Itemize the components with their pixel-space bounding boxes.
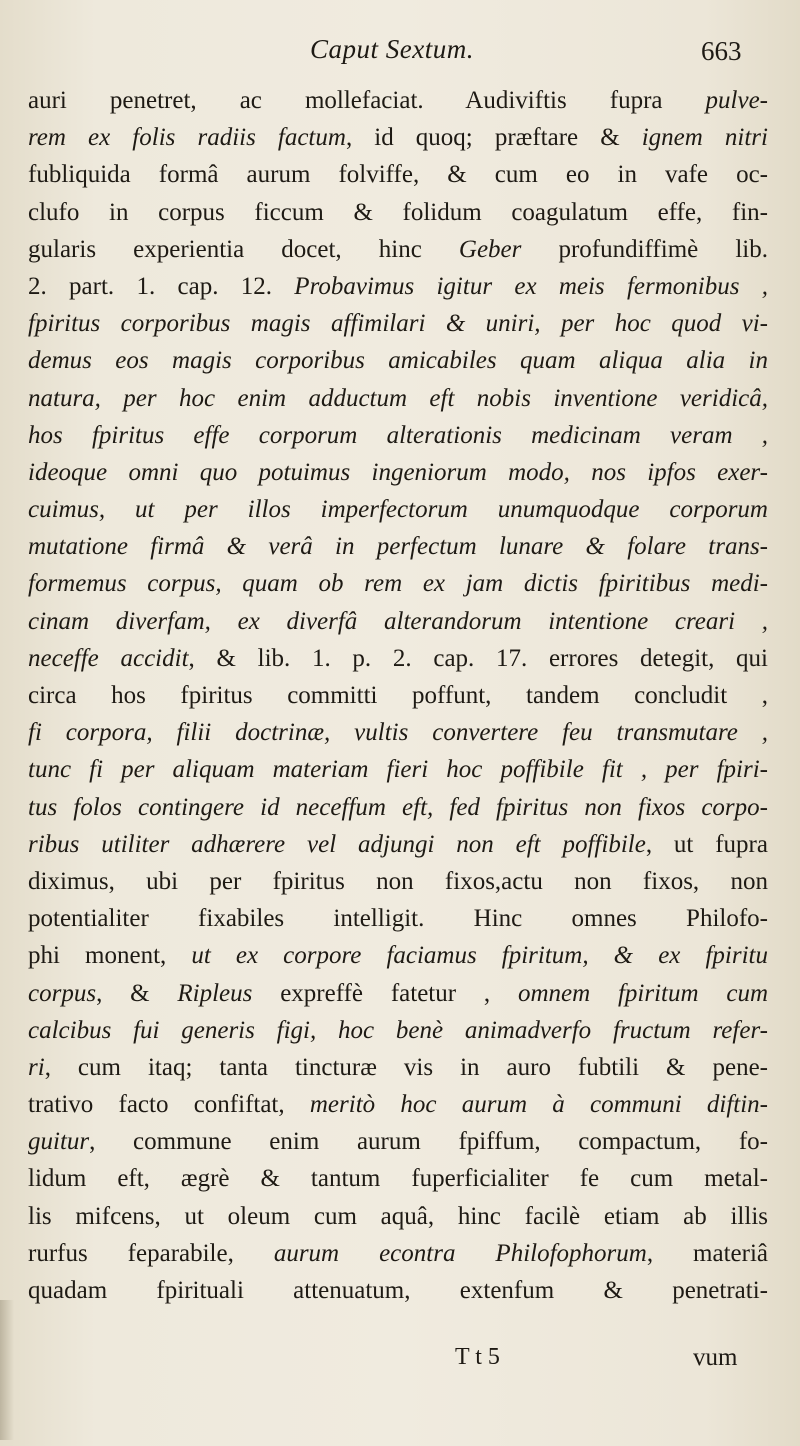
italic-text-segment: corpus — [28, 979, 97, 1007]
roman-text-segment: gularis experientia docet, hinc — [28, 235, 459, 263]
roman-text-segment: rurfus feparabile, — [28, 1239, 274, 1267]
text-line — [28, 826, 768, 863]
text-line — [28, 417, 768, 454]
italic-text-segment: cuimus, ut per illos imperfectorum unumquodque corporum — [28, 496, 768, 524]
roman-text-segment: clufo in corpus ficcum & folidum coagulatum effe, fin- — [28, 198, 768, 226]
text-line — [28, 305, 768, 342]
roman-text-segment: , ut fupra — [645, 830, 768, 858]
text-line — [28, 1160, 768, 1197]
text-line — [28, 268, 768, 305]
text-line — [28, 231, 768, 268]
text-line — [28, 119, 768, 156]
italic-text-segment: ribus utiliter adhærere vel adjungi non eft poffibile — [28, 830, 646, 858]
text-line — [28, 975, 768, 1012]
text-line — [28, 156, 768, 193]
italic-text-segment: demus eos magis corporibus amicabiles quam aliqua alia in — [28, 347, 768, 375]
italic-text-segment: omnem fpiritum cum — [517, 979, 768, 1007]
italic-text-segment: Probavimus igitur ex meis fermonibus , — [294, 272, 768, 300]
text-line — [28, 380, 768, 417]
italic-text-segment: natura, per hoc enim adductum eft nobis inventione veridicâ, — [28, 384, 768, 412]
text-line — [28, 194, 768, 231]
catchword: vum — [693, 1344, 738, 1371]
roman-text-segment: phi monent, — [28, 942, 192, 970]
text-line — [28, 677, 768, 714]
text-line — [28, 528, 768, 565]
text-line — [28, 1012, 768, 1049]
roman-text-segment: lis mifcens, ut oleum cum aquâ, hinc facilè etiam ab illis — [28, 1202, 768, 1230]
text-line — [28, 603, 768, 640]
roman-text-segment: potentialiter fixabiles intelligit. Hinc omnes Philofo- — [28, 905, 768, 933]
text-line — [28, 751, 768, 788]
text-line — [28, 640, 768, 677]
italic-text-segment: ideoque omni quo potuimus ingeniorum modo, nos ipfos exer- — [28, 458, 768, 486]
roman-text-segment: fubliquida formâ aurum folviffe, & cum eo in vafe oc- — [28, 161, 768, 189]
page-header — [0, 34, 800, 74]
italic-text-segment: cinam diverfam, ex diverfâ alterandorum intentione creari , — [28, 607, 768, 635]
roman-text-segment: , & — [96, 979, 178, 1007]
italic-text-segment: formemus corpus, quam ob rem ex jam dictis fpiritibus medi- — [28, 570, 768, 598]
italic-text-segment: aurum econtra Philofophorum — [273, 1239, 647, 1267]
italic-text-segment: mutatione firmâ & verâ in perfectum lunare & folare trans- — [28, 533, 768, 561]
page-edge-shadow — [0, 1300, 14, 1440]
text-line — [28, 714, 768, 751]
italic-text-segment: Geber — [458, 235, 522, 263]
roman-text-segment: trativo facto confiftat, — [28, 1091, 310, 1119]
text-line — [28, 82, 768, 119]
italic-text-segment: rem ex folis radiis factum — [28, 124, 346, 152]
text-line — [28, 1198, 768, 1235]
text-line — [28, 565, 768, 602]
text-line — [28, 342, 768, 379]
italic-text-segment: ut ex corpore faciamus fpiritum, & ex fpiritu — [191, 942, 768, 970]
roman-text-segment: diximus, ubi per fpiritus non fixos,actu non fixos, non — [28, 867, 768, 895]
text-line — [28, 491, 768, 528]
italic-text-segment: guitur — [28, 1128, 90, 1156]
italic-text-segment: fi corpora, filii doctrinæ, vultis convertere feu transmutare , — [28, 719, 768, 747]
roman-text-segment: profundiffimè lib. — [521, 235, 768, 263]
roman-text-segment: quadam fpirituali attenuatum, extenfum & penetrati- — [28, 1277, 768, 1304]
italic-text-segment: meritò hoc aurum à communi diftin- — [309, 1091, 768, 1119]
roman-text-segment: 2. part. 1. cap. 12. — [28, 272, 295, 300]
italic-text-segment: calcibus fui generis figi, hoc benè animadverfo fructum refer- — [28, 1016, 768, 1044]
italic-text-segment: ignem nitri — [641, 124, 768, 152]
text-line — [28, 1123, 768, 1160]
roman-text-segment: , cum itaq; tanta tincturæ vis in auro fubtili & pene- — [44, 1053, 768, 1081]
text-line — [28, 937, 768, 974]
italic-text-segment: neceffe accidit — [28, 644, 189, 672]
roman-text-segment: lidum eft, ægrè & tantum fuperficialiter fe cum metal- — [28, 1165, 768, 1193]
text-line — [28, 789, 768, 826]
text-line — [28, 1272, 768, 1309]
italic-text-segment: fpiritus corporibus magis affimilari & uniri, per hoc quod vi- — [28, 310, 768, 338]
italic-text-segment: Ripleus — [177, 979, 253, 1007]
text-line — [28, 454, 768, 491]
roman-text-segment: , id quoq; præftare & — [345, 124, 642, 152]
text-line — [28, 863, 768, 900]
text-line — [28, 1235, 768, 1272]
italic-text-segment: ri — [28, 1053, 45, 1081]
roman-text-segment: , & lib. 1. p. 2. cap. 17. errores detegit, qui — [188, 644, 768, 672]
running-head: Caput Sextum. — [310, 34, 474, 64]
italic-text-segment: tus folos contingere id neceffum eft, fed fpiritus non fixos corpo- — [28, 793, 768, 821]
text-line — [28, 900, 768, 937]
roman-text-segment: , materiâ — [646, 1239, 768, 1267]
roman-text-segment: circa hos fpiritus committi poffunt, tandem concludit , — [28, 682, 768, 709]
text-line — [28, 1086, 768, 1123]
text-line — [28, 1049, 768, 1086]
roman-text-segment: auri penetret, ac mollefaciat. Audiviftis fupra — [28, 87, 706, 114]
signature-mark: T t 5 — [455, 1344, 500, 1370]
page-number: 663 — [701, 36, 742, 66]
page-footer — [0, 1344, 800, 1384]
italic-text-segment: tunc fi per aliquam materiam fieri hoc poffibile fit , per fpiri- — [28, 756, 768, 784]
italic-text-segment: hos fpiritus effe corporum alterationis medicinam veram , — [28, 421, 768, 449]
italic-text-segment: pulve- — [705, 87, 768, 114]
roman-text-segment: expreffè fatetur , — [252, 979, 518, 1007]
body-text — [28, 82, 768, 1309]
roman-text-segment: , commune enim aurum fpiffum, compactum, fo- — [89, 1128, 768, 1156]
